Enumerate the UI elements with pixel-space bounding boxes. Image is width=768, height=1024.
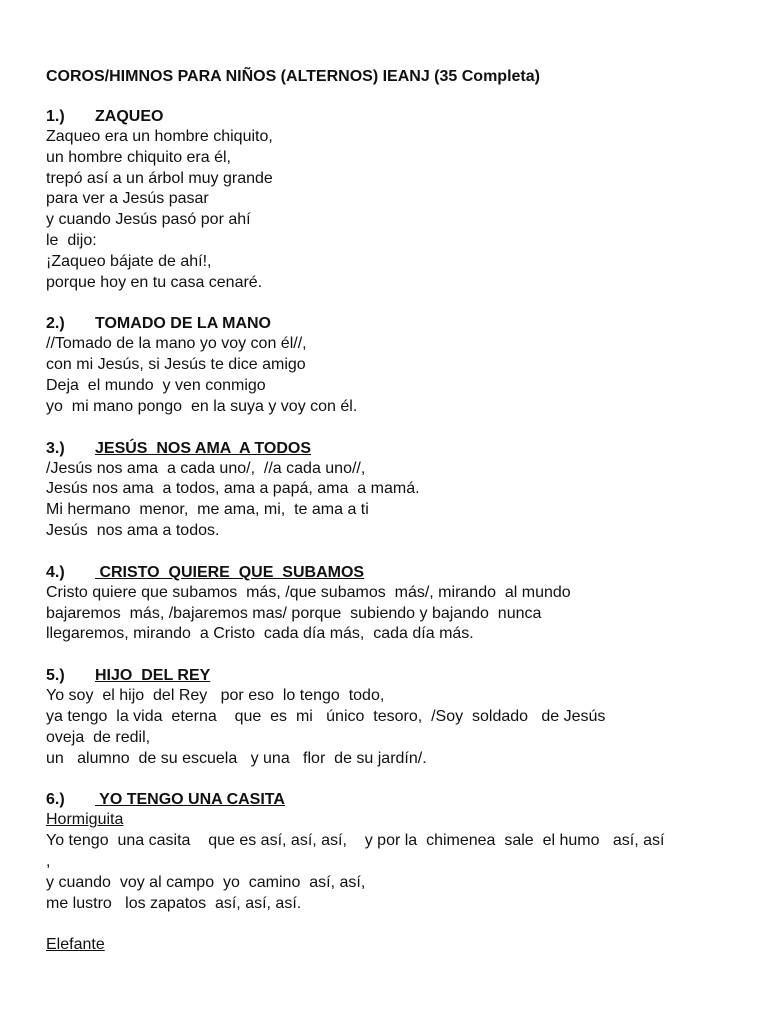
song-title: TOMADO DE LA MANO xyxy=(95,315,271,333)
song-heading xyxy=(46,666,736,686)
lyric-line: Deja el mundo y ven conmigo xyxy=(46,376,266,394)
song-title: YO TENGO UNA CASITA xyxy=(95,791,285,809)
song-lyrics xyxy=(46,810,736,956)
lyric-line: Yo soy el hijo del Rey por eso lo tengo todo, xyxy=(46,687,385,705)
lyric-line: ya tengo la vida eterna que es mi único tesoro, /Soy soldado de Jesús xyxy=(46,707,606,725)
lyric-line: y cuando voy al campo yo camino así, así, xyxy=(46,873,366,891)
song-5 xyxy=(46,666,736,769)
document-page xyxy=(46,67,736,977)
blank-line xyxy=(46,914,736,935)
lyric-line: Cristo quiere que subamos más, /que subamos más/, mirando al mundo xyxy=(46,583,571,601)
song-title: HIJO DEL REY xyxy=(95,667,211,685)
song-number: 6.) xyxy=(46,791,65,809)
song-heading xyxy=(46,107,736,127)
song-title: JESÚS NOS AMA A TODOS xyxy=(95,439,312,457)
lyric-line: Jesús nos ama a todos, ama a papá, ama a mamá. xyxy=(46,480,420,498)
lyric-line: porque hoy en tu casa cenaré. xyxy=(46,273,263,291)
song-subheading: Elefante xyxy=(46,936,105,954)
document-title: COROS/HIMNOS PARA NIÑOS (ALTERNOS) IEANJ (35 Completa) xyxy=(46,68,540,85)
song-6 xyxy=(46,790,736,956)
lyric-line: /Jesús nos ama a cada uno/, //a cada uno//, xyxy=(46,459,366,477)
song-subheading: Hormiguita xyxy=(46,811,124,829)
lyric-line: Mi hermano menor, me ama, mi, te ama a ti xyxy=(46,501,369,519)
lyric-line: le dijo: xyxy=(46,231,97,249)
lyric-line: Yo tengo una casita que es así, así, así, y por la chimenea sale el humo así, así xyxy=(46,832,665,850)
song-number: 1.) xyxy=(46,108,65,125)
song-2 xyxy=(46,314,736,417)
lyric-line: me lustro los zapatos así, así, así. xyxy=(46,894,302,912)
song-number: 5.) xyxy=(46,667,65,685)
song-title: ZAQUEO xyxy=(95,108,164,125)
song-heading xyxy=(46,314,736,334)
lyric-line: un hombre chiquito era él, xyxy=(46,148,231,166)
lyric-line: llegaremos, mirando a Cristo cada día más, cada día más. xyxy=(46,625,474,643)
lyric-line: ¡Zaqueo bájate de ahí!, xyxy=(46,252,212,270)
song-number: 4.) xyxy=(46,563,65,581)
song-number: 2.) xyxy=(46,315,65,333)
song-4 xyxy=(46,563,736,645)
song-3 xyxy=(46,439,736,542)
lyric-line: para ver a Jesús pasar xyxy=(46,190,209,208)
song-lyrics xyxy=(46,459,736,542)
lyric-line: yo mi mano pongo en la suya y voy con él. xyxy=(46,397,358,415)
lyric-line: Zaqueo era un hombre chiquito, xyxy=(46,128,273,145)
song-heading xyxy=(46,563,736,583)
lyric-line: bajaremos más, /bajaremos mas/ porque subiendo y bajando nunca xyxy=(46,604,542,622)
song-heading xyxy=(46,439,736,459)
lyric-line: //Tomado de la mano yo voy con él//, xyxy=(46,335,307,353)
lyric-line: oveja de redil, xyxy=(46,728,151,746)
song-lyrics xyxy=(46,127,736,293)
lyric-line: con mi Jesús, si Jesús te dice amigo xyxy=(46,356,306,374)
song-number: 3.) xyxy=(46,439,65,457)
song-title: CRISTO QUIERE QUE SUBAMOS xyxy=(95,563,365,581)
lyric-line: y cuando Jesús pasó por ahí xyxy=(46,211,251,229)
song-lyrics xyxy=(46,686,736,769)
song-heading xyxy=(46,790,736,810)
lyric-line: un alumno de su escuela y una flor de su jardín/. xyxy=(46,749,427,767)
song-lyrics xyxy=(46,334,736,417)
song-lyrics xyxy=(46,583,736,645)
lyric-line: trepó así a un árbol muy grande xyxy=(46,169,273,187)
lyric-line: , xyxy=(46,852,51,870)
song-1 xyxy=(46,107,736,293)
lyric-line: Jesús nos ama a todos. xyxy=(46,521,220,539)
